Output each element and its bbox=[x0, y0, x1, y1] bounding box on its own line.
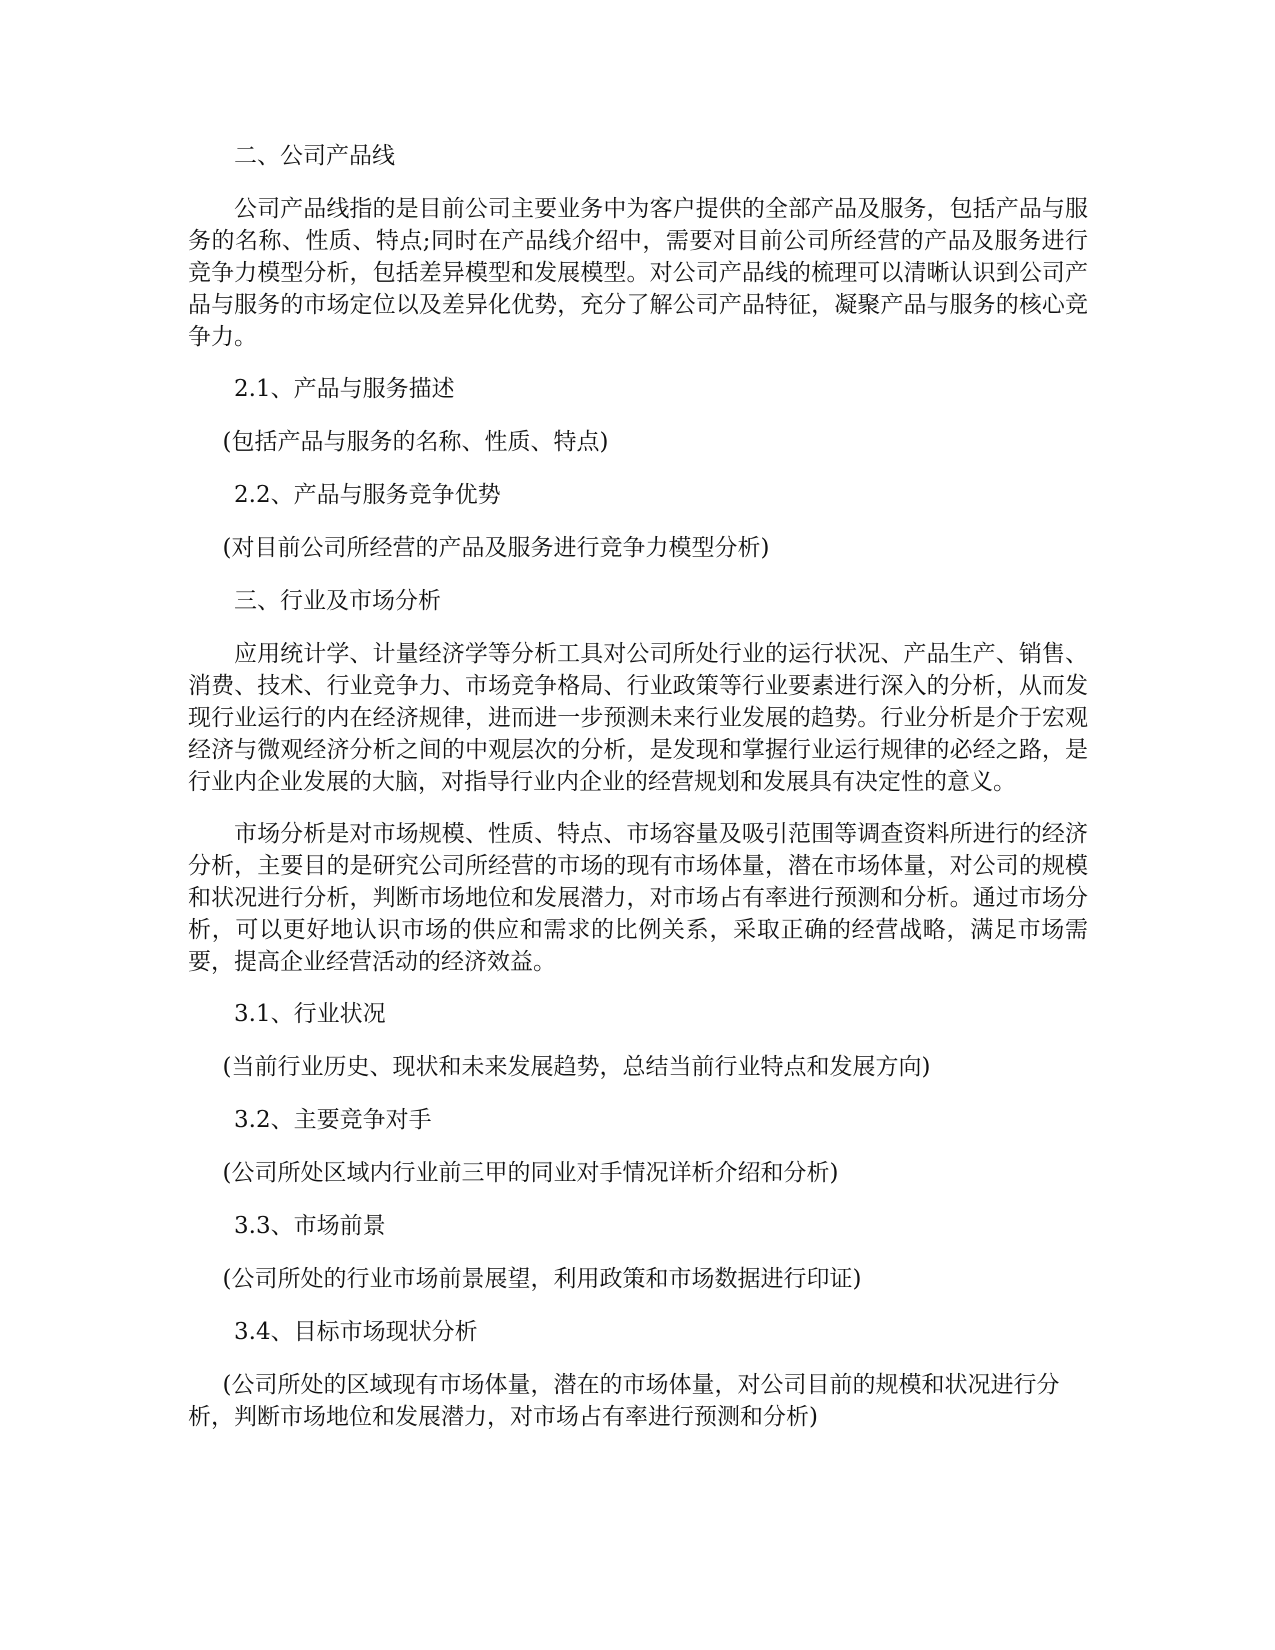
section-2-1-heading: 2.1、产品与服务描述 bbox=[234, 376, 455, 402]
section-3-2-heading: 3.2、主要竞争对手 bbox=[234, 1107, 432, 1133]
section-3-body-industry: 应用统计学、计量经济学等分析工具对公司所处行业的运行状况、产品生产、销售、消费、技术、行业竞争力、市场竞争格局、行业政策等行业要素进行深入的分析，从而发现行业运行的内在经济规律，进而进一步预测未来行业发展的趋势。行业分析是介于宏观经济与微观经济分析之间的中观层次的分析，是发现和掌握行业运行规律的必经之路，是行业内企业发展的大脑，对指导行业内企业的经营规划和发展具有决定性的意义。 bbox=[188, 641, 1088, 795]
section-3-body-market: 市场分析是对市场规模、性质、特点、市场容量及吸引范围等调查资料所进行的经济分析，主要目的是研究公司所经营的市场的现有市场体量，潜在市场体量，对公司的规模和状况进行分析，判断市场地位和发展潜力，对市场占有率进行预测和分析。通过市场分析，可以更好地认识市场的供应和需求的比例关系，采取正确的经营战略，满足市场需要，提高企业经营活动的经济效益。 bbox=[188, 821, 1088, 975]
section-2-heading: 二、公司产品线 bbox=[234, 143, 395, 169]
section-2-body: 公司产品线指的是目前公司主要业务中为客户提供的全部产品及服务，包括产品与服务的名称、性质、特点;同时在产品线介绍中，需要对目前公司所经营的产品及服务进行竞争力模型分析，包括差异模型和发展模型。对公司产品线的梳理可以清晰认识到公司产品与服务的市场定位以及差异化优势，充分了解公司产品特征，凝聚产品与服务的核心竞争力。 bbox=[188, 196, 1088, 350]
section-3-2-note: (公司所处区域内行业前三甲的同业对手情况详析介绍和分析) bbox=[222, 1160, 839, 1186]
section-3-4-heading: 3.4、目标市场现状分析 bbox=[234, 1319, 478, 1345]
section-3-1-heading: 3.1、行业状况 bbox=[234, 1001, 386, 1027]
section-3-3-note: (公司所处的行业市场前景展望，利用政策和市场数据进行印证) bbox=[222, 1266, 862, 1292]
section-2-2-heading: 2.2、产品与服务竞争优势 bbox=[234, 482, 501, 508]
section-3-1-note: (当前行业历史、现状和未来发展趋势，总结当前行业特点和发展方向) bbox=[222, 1054, 931, 1080]
section-3-3-heading: 3.3、市场前景 bbox=[234, 1213, 386, 1239]
section-3-4-note: (公司所处的区域现有市场体量，潜在的市场体量，对公司目前的规模和状况进行分析，判断市场地位和发展潜力，对市场占有率进行预测和分析) bbox=[188, 1372, 1060, 1430]
section-3-heading: 三、行业及市场分析 bbox=[234, 588, 441, 614]
document-page bbox=[188, 140, 1088, 1454]
section-2-2-note: (对目前公司所经营的产品及服务进行竞争力模型分析) bbox=[222, 535, 770, 561]
section-2-1-note: (包括产品与服务的名称、性质、特点) bbox=[222, 429, 609, 455]
